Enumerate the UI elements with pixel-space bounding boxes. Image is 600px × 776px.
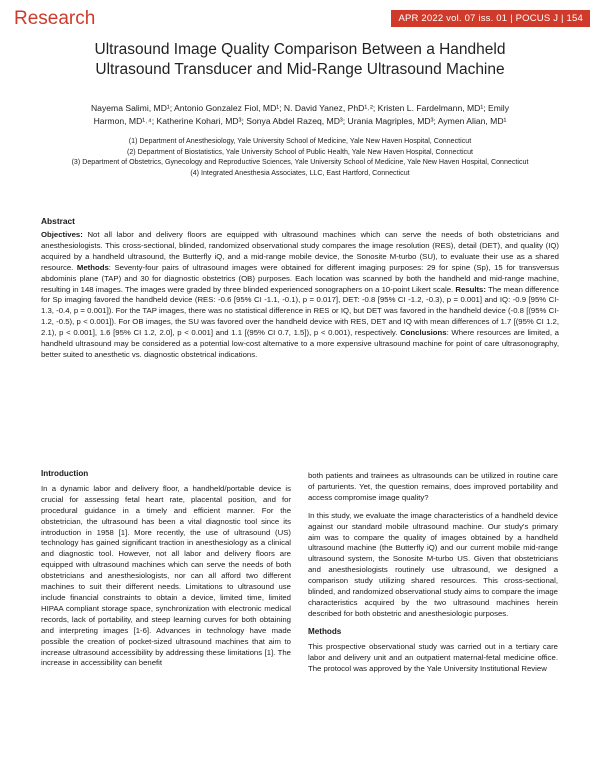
affiliation-item: (2) Department of Biostatistics, Yale University School of Public Health, Yale New Haven Hospital, Connecticut [126,147,474,156]
methods-label: Methods [76,262,109,272]
author-list [40,102,560,128]
study-aim-paragraph: In this study, we evaluate the image characteristics of a handheld device against our standard mobile ultrasound machine. Our study's primary aim was to compare the quality of images obtained by a handheld ultrasound machine (the Butterfly iQ) and our current mobile mid-range ultrasound system, the Sonosite M-turbo US. Given that obstetricians and anesthesiologists routinely use ultrasound, we designed a comparison study utilizing shared resources. This cross-sectional, blinded, and randomized observational study aims to compare the image characteristics acquired by the two ultrasound machines herein described for both obstetric and anesthesiologic purposes. [308,510,558,618]
conclusions-label: Conclusions [400,328,447,338]
section-label: Research [14,8,96,29]
author-line: Nayema Salimi, MD¹; Antonio Gonzalez Fiol, MD¹; N. David Yanez, PhD¹˒²; Kristen L. Fardelmann, MD¹; Emily [90,103,510,113]
introduction-continued-paragraph: both patients and trainees as ultrasounds can be utilized in routine care of parturients. Yet, the question remains, does improved portability and access compromise image quality? [308,471,558,502]
abstract-heading: Abstract [41,216,75,226]
affiliation-item: (3) Department of Obstetrics, Gynecology and Reproductive Sciences, Yale University School of Medicine, Yale New Haven Hospital, Connecticut [71,158,529,166]
objectives-label: Objectives: [41,230,83,239]
objectives-text: Not all labor and delivery floors are equipped with ultrasound machines which can serve the needs of both obstetricians and anesthesiologists. This cross-sectional, blinded, randomized observational study compares the image resolution (RES), detail (DET), and quality (IQ) acquired by a handheld ultrasound, the Butterfly iQ, and a mid-range mobile device, the Sonosite M-turbo (SU), to evaluate their use as a shared resource. [41,230,559,272]
affiliation-item: (4) Integrated Anesthesia Associates, LLC, East Hartford, Connecticut [190,168,410,177]
title-line: Ultrasound Transducer and Mid-Range Ultrasound Machine [95,61,505,78]
affiliations [40,136,560,178]
left-column [41,469,291,676]
author-line: Harmon, MD¹˒⁴; Katherine Kohari, MD³; Sonya Abdel Razeq, MD³; Urania Magriples, MD³; Aymen Alian, MD¹ [93,116,507,126]
results-text: The mean difference for Sp imaging favored the handheld device (RES: -0.6 [95% CI -1.1, -0.1), p = 0.017], DET: -0.8 [95% CI -1.2, -0.3), p = 0.001] and IQ: -0.9 [95% CI-1.3, -0.4, p = 0.001]). For the TAP images, there was no statistical difference in RES or IQ, but DET was favored in the handheld device (-0.8 [(95% CI-1.2, -0.5), p < 0.001]). For OB images, the SU was favored over the handheld device with RES, DET and IQ with mean differences of 1.7 [(95% CI 1.2, 2.1), p < 0.001], 1.6 [95% CI 1.2, 2.0], p < 0.001] and 1.1 [(95% CI 0.7, 1.5]), p < 0.001), respectively. [41,284,559,338]
introduction-heading: Introduction [41,469,89,478]
methods-text: : Seventy-four pairs of ultrasound images were obtained for different imaging purposes: 29 for spine (Sp), 15 for transversus abdominis plane (TAP) and 30 for diagnostic obstetrics (OB) purposes. Each location was scanned by both the handheld and mid-range machine, resulting in 148 images. The images were graded by three blinded experienced sonographers on a 10-point Likert scale. [41,262,559,294]
methods-paragraph: This prospective observational study was carried out in a tertiary care labor and delivery unit and an outpatient maternal-fetal medicine office. The protocol was approved by the Yale University Institutional Review [308,641,558,673]
right-column [308,471,558,681]
methods-heading: Methods [308,626,342,636]
journal-citation-badge: APR 2022 vol. 07 iss. 01 | POCUS J | 154 [391,10,590,27]
results-label: Results: [455,284,486,294]
affiliation-item: (1) Department of Anesthesiology, Yale University School of Medicine, Yale New Haven Hospital, Connecticut [128,137,472,145]
article-title [40,40,560,80]
abstract-body [41,230,559,361]
conclusions-text: : Where resources are limited, a handheld ultrasound may be considered as a potential low-cost alternative to a more expensive ultrasound machine for point of care ultrasonography, better suited to anesthetic vs. diagnostic obstetrical indications. [41,328,559,359]
title-line: Ultrasound Image Quality Comparison Between a Handheld [94,41,506,58]
introduction-paragraph: In a dynamic labor and delivery floor, a handheld/portable device is crucial for assessing fetal heart rate, placental position, and for procedural guidance in a timely and efficient manner. For the obstetrician, the ultrasound has been a vital diagnostic tool since its introduction in 1958 [1]. More recently, the use of ultrasound (US) technology has gained significant traction in anesthesiology as a clinical and diagnostic tool. However, not all labor and delivery floors are equipped with ultrasound machines which can serve the needs of both obstetricians and anesthesiologists, nor can all afford two different machines to suit their different needs. Limitations to ultrasound use include financial constraints to obtain a device, limited time, limited HIPAA compliant storage space, synchronization with electronic medical records, lack of portability, and steep learning curves for both obtaining and interpreting images [1-6]. Advances in technology have made possible the creation of pocket-sized ultrasound machines that aim to increase ultrasound accessibility by addressing these limitations [1]. The increase in accessibility can benefit [41,483,291,668]
